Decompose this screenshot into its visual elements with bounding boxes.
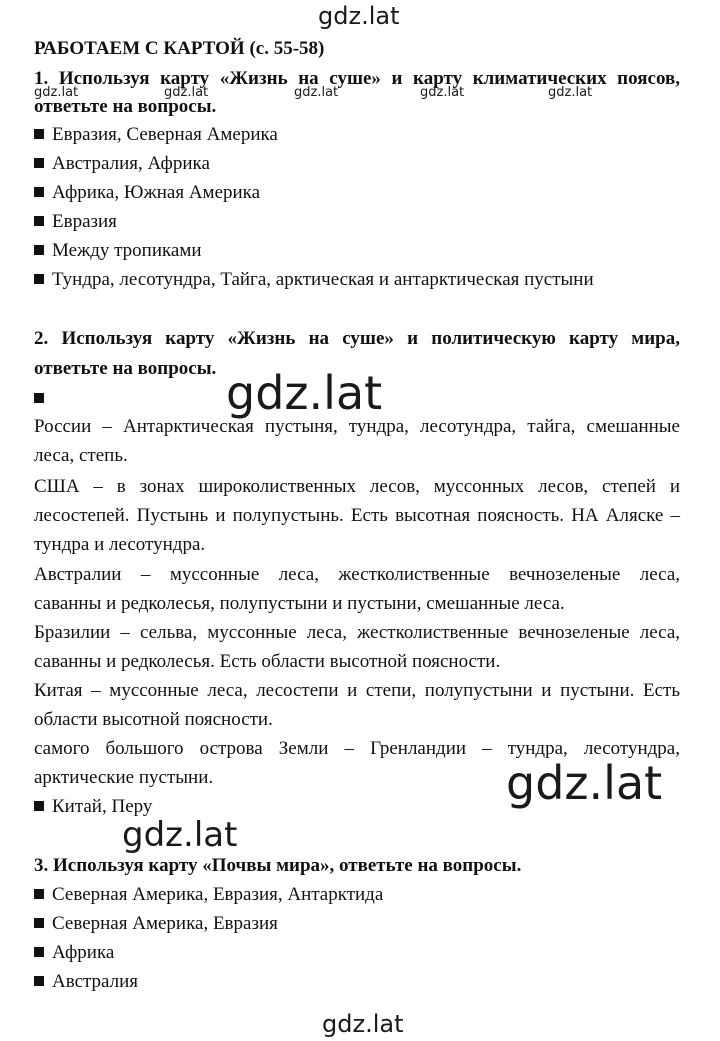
- q2-heading-line2: ответьте на вопросы.: [34, 358, 217, 379]
- watermark-large: gdz.lat: [226, 366, 383, 420]
- q2-answer-line: Бразилии – сельва, муссонные леса, жестколиственные вечнозеленые леса,: [34, 622, 680, 643]
- watermark-large: gdz.lat: [506, 756, 663, 810]
- q2-answer-line: саванны и редколесья, полупустыни и пустыни, смешанные леса.: [34, 593, 565, 614]
- bullet-square-icon: [34, 801, 44, 811]
- watermark-medium: gdz.lat: [122, 815, 238, 855]
- bullet-square-icon: [34, 947, 44, 957]
- watermark-small: gdz.lat: [294, 85, 339, 100]
- q3-item-text: Северная Америка, Евразия: [52, 913, 278, 934]
- q2-answer-line: США – в зонах широколиственных лесов, муссонных лесов, степей и: [34, 476, 680, 497]
- watermark-top: gdz.lat: [318, 2, 400, 30]
- q1-item: [34, 240, 202, 262]
- q3-item: [34, 971, 138, 993]
- bullet-square-icon: [34, 918, 44, 928]
- q2-item-text: Китай, Перу: [52, 796, 153, 817]
- bullet-square-icon: [34, 889, 44, 899]
- q2-answer-line: арктические пустыни.: [34, 767, 214, 788]
- q2-answer-line: области высотной поясности.: [34, 709, 273, 730]
- q1-heading-line1: 1. Используя карту «Жизнь на суше» и карту климатических поясов,: [34, 68, 680, 89]
- q3-item-text: Северная Америка, Евразия, Антарктида: [52, 884, 384, 905]
- q1-item-text: Австралия, Африка: [52, 153, 210, 174]
- bullet-square-icon: [34, 976, 44, 986]
- q1-item: [34, 269, 594, 291]
- bullet-square-icon: [34, 216, 44, 226]
- q2-answer-line: самого большого острова Земли – Гренландии – тундра, лесотундра,: [34, 738, 680, 759]
- watermark-small: gdz.lat: [34, 85, 79, 100]
- q1-item-text: Африка, Южная Америка: [52, 182, 261, 203]
- q3-heading: 3. Используя карту «Почвы мира», ответьте на вопросы.: [34, 855, 522, 876]
- q2-answer-line: России – Антарктическая пустыня, тундра, лесотундра, тайга, смешанные: [34, 416, 680, 437]
- q1-item: [34, 124, 278, 146]
- bullet-square-icon: [34, 187, 44, 197]
- q2-answer-line: леса, степь.: [34, 445, 128, 466]
- bullet-square-icon: [34, 245, 44, 255]
- page-title: РАБОТАЕМ С КАРТОЙ (с. 55-58): [34, 38, 325, 59]
- q2-answer-line: лесостепей. Пустынь и полупустынь. Есть высотная поясность. НА Аляске –: [34, 505, 680, 526]
- q1-item-text: Евразия: [52, 211, 117, 232]
- bullet-square-icon: [34, 393, 44, 403]
- q1-item-text: Между тропиками: [52, 240, 202, 261]
- q1-item: [34, 182, 260, 204]
- watermark-small: gdz.lat: [164, 85, 209, 100]
- q1-item: [34, 153, 210, 175]
- q3-item: [34, 942, 114, 964]
- q3-item-text: Австралия: [52, 971, 139, 992]
- watermark-bottom: gdz.lat: [322, 1010, 404, 1038]
- q1-item: [34, 211, 117, 233]
- bullet-square-icon: [34, 158, 44, 168]
- q2-answer-line: саванны и редколесья. Есть области высотной поясности.: [34, 651, 501, 672]
- q3-item-text: Африка: [52, 942, 115, 963]
- q2-answer-line: Австралии – муссонные леса, жестколиственные вечнозеленые леса,: [34, 564, 680, 585]
- q3-item: [34, 884, 383, 906]
- q1-heading-line2: ответьте на вопросы.: [34, 96, 217, 117]
- q3-item: [34, 913, 278, 935]
- q2-answer-line: тундра и лесотундра.: [34, 534, 206, 555]
- q1-item-text: Тундра, лесотундра, Тайга, арктическая и антарктическая пустыни: [52, 269, 594, 290]
- bullet-square-icon: [34, 129, 44, 139]
- q2-answer-line: Китая – муссонные леса, лесостепи и степи, полупустыни и пустыни. Есть: [34, 680, 680, 701]
- q2-heading-line1: 2. Используя карту «Жизнь на суше» и политическую карту мира,: [34, 328, 680, 349]
- q2-bullet: [34, 388, 52, 410]
- bullet-square-icon: [34, 274, 44, 284]
- q1-item-text: Евразия, Северная Америка: [52, 124, 278, 145]
- watermark-small: gdz.lat: [548, 85, 593, 100]
- watermark-small: gdz.lat: [420, 85, 465, 100]
